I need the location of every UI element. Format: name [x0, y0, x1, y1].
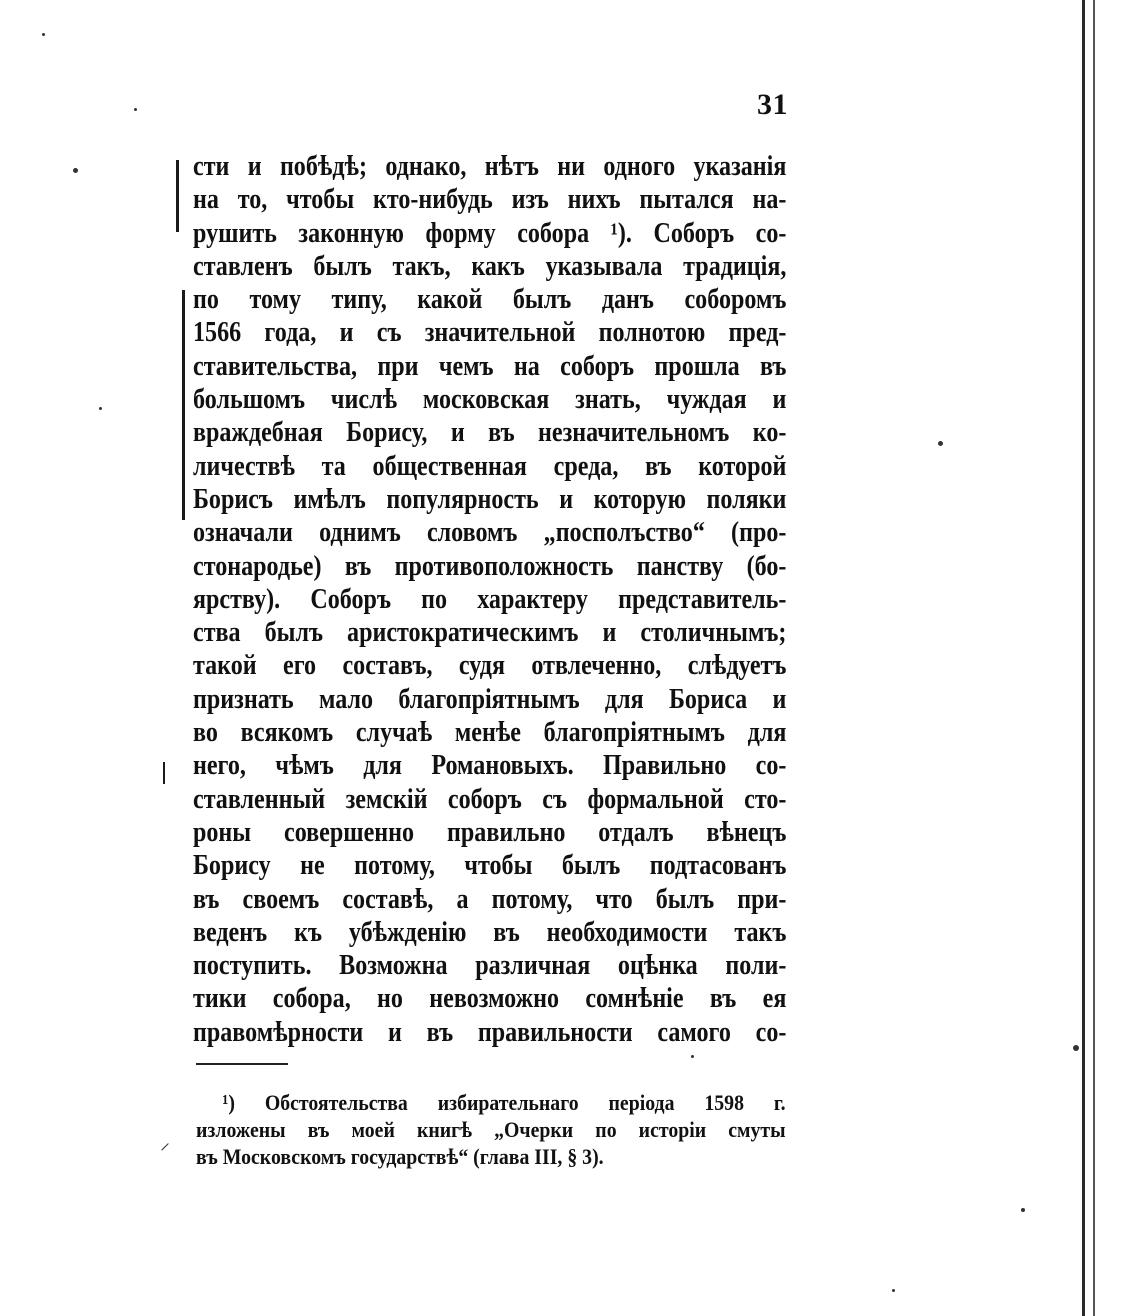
- speck: [892, 1289, 895, 1292]
- text-line: въ своемъ составѣ, а потому, что былъ при-: [193, 883, 787, 915]
- footnote-divider: [196, 1063, 288, 1065]
- speck: [938, 441, 943, 446]
- text-line: Борисъ имѣлъ популярность и которую поляки: [193, 483, 787, 515]
- text-line: враждебная Борису, и въ незначительномъ ко-: [193, 417, 787, 449]
- text-line: тики собора, но невозможно сомнѣніе въ ея: [193, 983, 787, 1015]
- speck: [42, 33, 45, 36]
- text-line: большомъ числѣ московская знать, чуждая и: [193, 384, 787, 416]
- text-line: ставительства, при чемъ на соборъ прошла въ: [193, 350, 787, 382]
- page-edge-line: [1082, 0, 1085, 1316]
- text-line: рушить законную форму собора ¹). Соборъ со-: [193, 217, 787, 249]
- text-line: веденъ къ убѣжденію въ необходимости такъ: [193, 916, 787, 948]
- text-line: ставленъ былъ такъ, какъ указывала традиція,: [193, 250, 787, 282]
- speck: [1073, 1045, 1079, 1051]
- text-line: на то, чтобы кто-нибудь изъ нихъ пытался на-: [193, 184, 787, 216]
- text-line: ства былъ аристократическимъ и столичнымъ;: [193, 617, 787, 649]
- text-line: сти и побѣдѣ; однако, нѣтъ ни одного указанія: [193, 151, 787, 182]
- pencil-check-mark: ⸝: [160, 1130, 170, 1154]
- margin-mark-middle: [182, 290, 185, 520]
- speck: [691, 1055, 694, 1058]
- text-line: ставленный земскій соборъ съ формальной сто-: [193, 783, 787, 815]
- margin-mark-top: [176, 160, 179, 232]
- footnote: [196, 1089, 786, 1170]
- text-line: Борису не потому, чтобы былъ подтасованъ: [193, 850, 787, 882]
- text-line: означали однимъ словомъ „посполъство“ (про-: [193, 517, 787, 549]
- speck: [1021, 1208, 1025, 1212]
- text-line: 1566 года, и съ значительной полнотою пред-: [193, 317, 787, 349]
- text-line: поступить. Возможна различная оцѣнка поли-: [193, 950, 787, 982]
- text-line: роны совершенно правильно отдалъ вѣнецъ: [193, 816, 787, 848]
- text-line: ярству). Соборъ по характеру представитель-: [193, 583, 787, 615]
- text-line: личествѣ та общественная среда, въ которой: [193, 450, 787, 482]
- text-line: признать мало благопріятнымъ для Бориса и: [193, 683, 787, 715]
- margin-mark-lower: [163, 762, 165, 784]
- body-text: [193, 150, 787, 1049]
- footnote-line: ¹) Обстоятельства избирательнаго періода 1598 г.: [222, 1090, 786, 1115]
- footnote-line: изложены въ моей книгѣ „Очерки по исторіи смуты: [196, 1117, 786, 1142]
- text-line: стонародье) въ противоположность панству (бо-: [193, 550, 787, 582]
- text-line: правомѣрности и въ правильности самого со-: [193, 1016, 787, 1048]
- text-line: такой его составъ, судя отвлеченно, слѣдуетъ: [193, 650, 787, 682]
- page-number: 31: [757, 88, 788, 121]
- text-line: него, чѣмъ для Романовыхъ. Правильно со-: [193, 750, 787, 782]
- speck: [134, 108, 137, 111]
- speck: [99, 407, 102, 410]
- speck: [73, 168, 78, 173]
- text-line: по тому типу, какой былъ данъ соборомъ: [193, 284, 787, 316]
- footnote-line: въ Московскомъ государствѣ“ (глава III, § 3).: [196, 1144, 604, 1169]
- text-line: во всякомъ случаѣ менѣе благопріятнымъ для: [193, 717, 787, 749]
- page-edge-line-secondary: [1093, 0, 1095, 1316]
